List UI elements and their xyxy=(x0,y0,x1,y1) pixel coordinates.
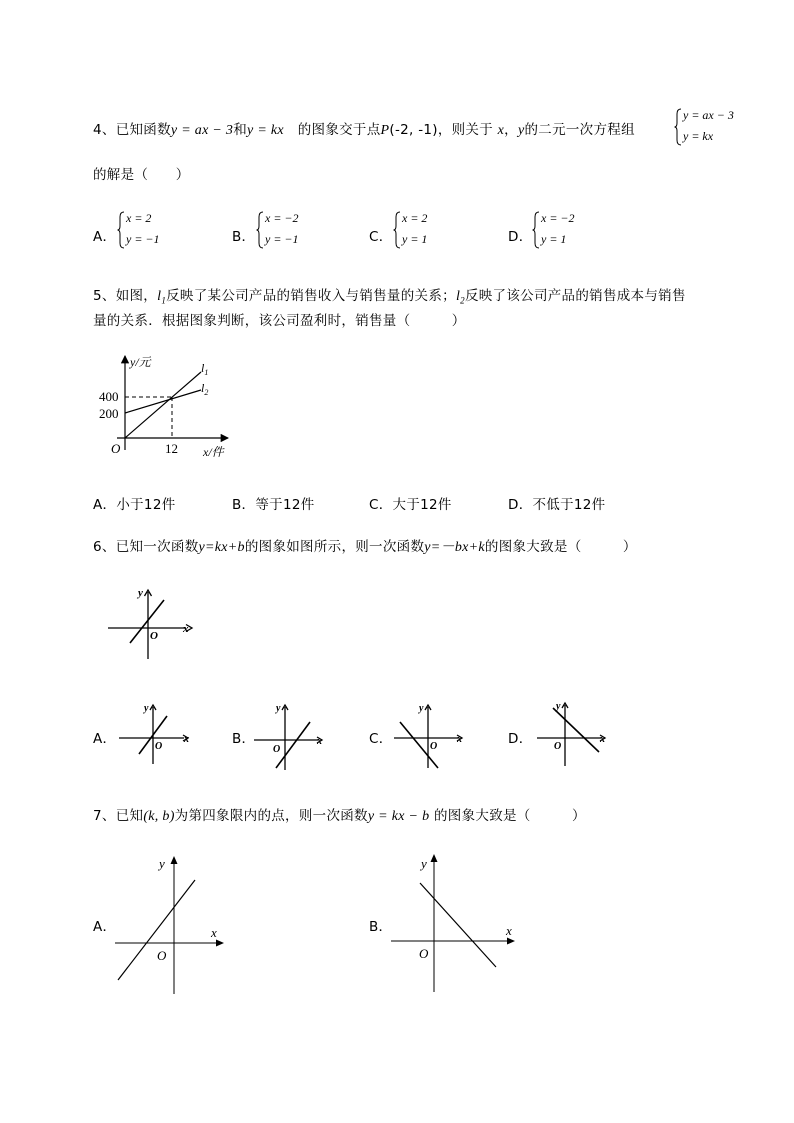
origin-label: O xyxy=(150,630,158,642)
q4-equation-system xyxy=(674,108,754,148)
q5-option-a[interactable]: A．小于12件 xyxy=(93,497,176,513)
axis-label-y: y xyxy=(556,701,561,712)
q4-number: 4、 xyxy=(93,122,116,138)
origin-label: O xyxy=(419,946,429,961)
origin-label: O xyxy=(430,741,438,752)
q5-option-c[interactable]: C．大于12件 xyxy=(369,497,452,513)
q5-line1 xyxy=(93,284,686,306)
option-b-row1: x = −2 xyxy=(265,211,299,225)
q5-option-b[interactable]: B．等于12件 xyxy=(232,497,315,513)
q5-text3: 反映了该公司产品的销售成本与销售 xyxy=(464,288,686,304)
axis-label-x: x xyxy=(211,925,217,940)
tick-12: 12 xyxy=(165,441,178,456)
graph-origin: O xyxy=(111,441,121,456)
q5-l1: l xyxy=(157,289,162,304)
option-c-row1: x = 2 xyxy=(402,211,428,225)
q6-reference-graph xyxy=(106,586,196,662)
axis-label-x: x xyxy=(184,734,189,745)
label-l2: $l_2$ xyxy=(201,381,209,397)
axis-label-y: y xyxy=(419,703,424,714)
q4-text4: ，则关于 xyxy=(437,122,494,138)
q5-line2: 量的关系．根据图象判断，该公司盈利时，销售量（ ） xyxy=(93,313,466,329)
q4-point-coords: (-2, -1) xyxy=(389,122,438,138)
q6-option-d-label[interactable]: D． xyxy=(508,731,533,747)
q7-text1: 已知 xyxy=(115,808,144,824)
option-a-row1: x = 2 xyxy=(126,211,152,225)
origin-label: O xyxy=(273,744,281,755)
line-l1 xyxy=(125,372,201,438)
option-a-row2: y = −1 xyxy=(126,232,160,246)
graph-xlabel: x/件 xyxy=(203,445,224,459)
q6-option-c-graph[interactable] xyxy=(392,702,467,770)
q4-line1 xyxy=(93,118,635,139)
brace-icon xyxy=(393,211,401,249)
y-arrow-icon xyxy=(431,854,438,862)
q4-formula-2: y = kx xyxy=(247,123,284,138)
q7-text3: 的图象大致是（ ） xyxy=(434,808,586,824)
option-b-row2: y = −1 xyxy=(265,232,299,246)
q6-option-a-label[interactable]: A． xyxy=(93,731,117,747)
axis-label-x: x xyxy=(506,923,512,938)
q4-point-label: P xyxy=(380,123,390,138)
q5-l2: l xyxy=(455,289,461,304)
axis-label-x: x xyxy=(457,734,462,745)
axis-label-x: x xyxy=(317,736,322,747)
q5-option-d[interactable]: D．不低于12件 xyxy=(508,497,606,513)
q4-option-d-system[interactable] xyxy=(532,211,592,251)
axis-label-x: x xyxy=(183,623,189,635)
q4-var-x: x xyxy=(497,123,505,138)
q4-text1: 已知函数 xyxy=(115,122,171,138)
q7-formula-2: y = kx − b xyxy=(367,809,430,824)
q7-option-a-graph[interactable] xyxy=(112,852,232,998)
q4-var-y: y xyxy=(517,123,525,138)
q6-option-b-label[interactable]: B． xyxy=(232,731,256,747)
q5-text1: 如图， xyxy=(115,288,158,304)
graph-ylabel: y/元 xyxy=(130,355,151,369)
q5-text2: 反映了某公司产品的销售收入与销售量的关系； xyxy=(166,288,456,304)
origin-label: O xyxy=(554,741,562,752)
q4-option-a-system[interactable] xyxy=(117,211,177,251)
x-arrow-icon xyxy=(216,940,224,947)
axis-label-y: y xyxy=(138,587,143,599)
q6-text2: 的图象如图所示，则一次函数 xyxy=(244,539,425,555)
q4-text5: 的二元一次方程组 xyxy=(524,122,635,138)
q6-formula-2: y=－bx+k xyxy=(424,540,485,555)
origin-label: O xyxy=(155,741,163,752)
q6-text3: 的图象大致是（ ） xyxy=(484,539,637,555)
function-line xyxy=(420,883,496,967)
q5-graph xyxy=(95,350,245,462)
q7-text2: 为第四象限内的点，则一次函数 xyxy=(174,808,368,824)
q4-option-b-label: B． xyxy=(232,229,256,245)
q6-option-a-graph[interactable] xyxy=(117,702,192,766)
q4-option-d-label: D． xyxy=(508,229,533,245)
origin-label: O xyxy=(157,948,167,963)
line-l2 xyxy=(125,390,201,413)
axis-label-y: y xyxy=(144,703,149,714)
q6-line1 xyxy=(93,535,637,556)
x-arrow-icon xyxy=(507,938,515,945)
q6-formula-1: y=kx+b xyxy=(198,540,245,555)
q4-line2: 的解是（ ） xyxy=(93,167,190,183)
label-l1: $l_1$ xyxy=(201,361,209,377)
q4-system-row1: y = ax − 3 xyxy=(683,108,734,122)
q7-option-a-label[interactable]: A． xyxy=(93,919,117,935)
brace-icon xyxy=(532,211,540,249)
q4-option-a-label: A． xyxy=(93,229,117,245)
q4-text2: 和 xyxy=(233,122,248,138)
function-line xyxy=(276,722,310,768)
axis-label-x: x xyxy=(600,734,605,745)
q7-formula-1: (k, b) xyxy=(143,809,175,824)
function-line xyxy=(130,600,164,643)
q4-option-b-system[interactable] xyxy=(256,211,316,251)
q5-l2-sub: 2 xyxy=(460,295,465,306)
brace-icon xyxy=(117,211,125,249)
q4-formula-1: y = ax − 3 xyxy=(170,123,234,138)
q6-option-d-graph[interactable] xyxy=(535,700,610,768)
q7-option-b-graph[interactable] xyxy=(388,850,523,996)
option-d-row2: y = 1 xyxy=(541,232,567,246)
q7-number: 7、 xyxy=(93,808,116,824)
option-c-row2: y = 1 xyxy=(402,232,428,246)
q6-option-c-label[interactable]: C． xyxy=(369,731,393,747)
q5-l1-sub: 1 xyxy=(161,295,167,306)
brace-icon xyxy=(256,211,264,249)
q4-system-row2: y = kx xyxy=(683,129,714,143)
q6-number: 6、 xyxy=(93,539,116,555)
brace-icon xyxy=(674,108,682,146)
q5-number: 5、 xyxy=(93,288,116,304)
q4-option-c-label: C． xyxy=(369,229,393,245)
q4-comma: ， xyxy=(504,122,518,138)
q6-text1: 已知一次函数 xyxy=(115,539,199,555)
tick-200: 200 xyxy=(99,406,119,421)
y-arrow-icon xyxy=(171,856,178,864)
q4-text3: 的图象交于点 xyxy=(297,122,381,138)
function-line xyxy=(118,880,195,980)
axis-label-y: y xyxy=(159,856,165,871)
q7-line1 xyxy=(93,804,586,825)
q7-option-b-label[interactable]: B． xyxy=(369,919,393,935)
q6-option-b-graph[interactable] xyxy=(252,702,327,772)
axis-label-y: y xyxy=(276,703,281,714)
option-d-row1: x = −2 xyxy=(541,211,575,225)
tick-400: 400 xyxy=(99,389,119,404)
axis-label-y: y xyxy=(421,856,427,871)
q4-option-c-system[interactable] xyxy=(393,211,453,251)
